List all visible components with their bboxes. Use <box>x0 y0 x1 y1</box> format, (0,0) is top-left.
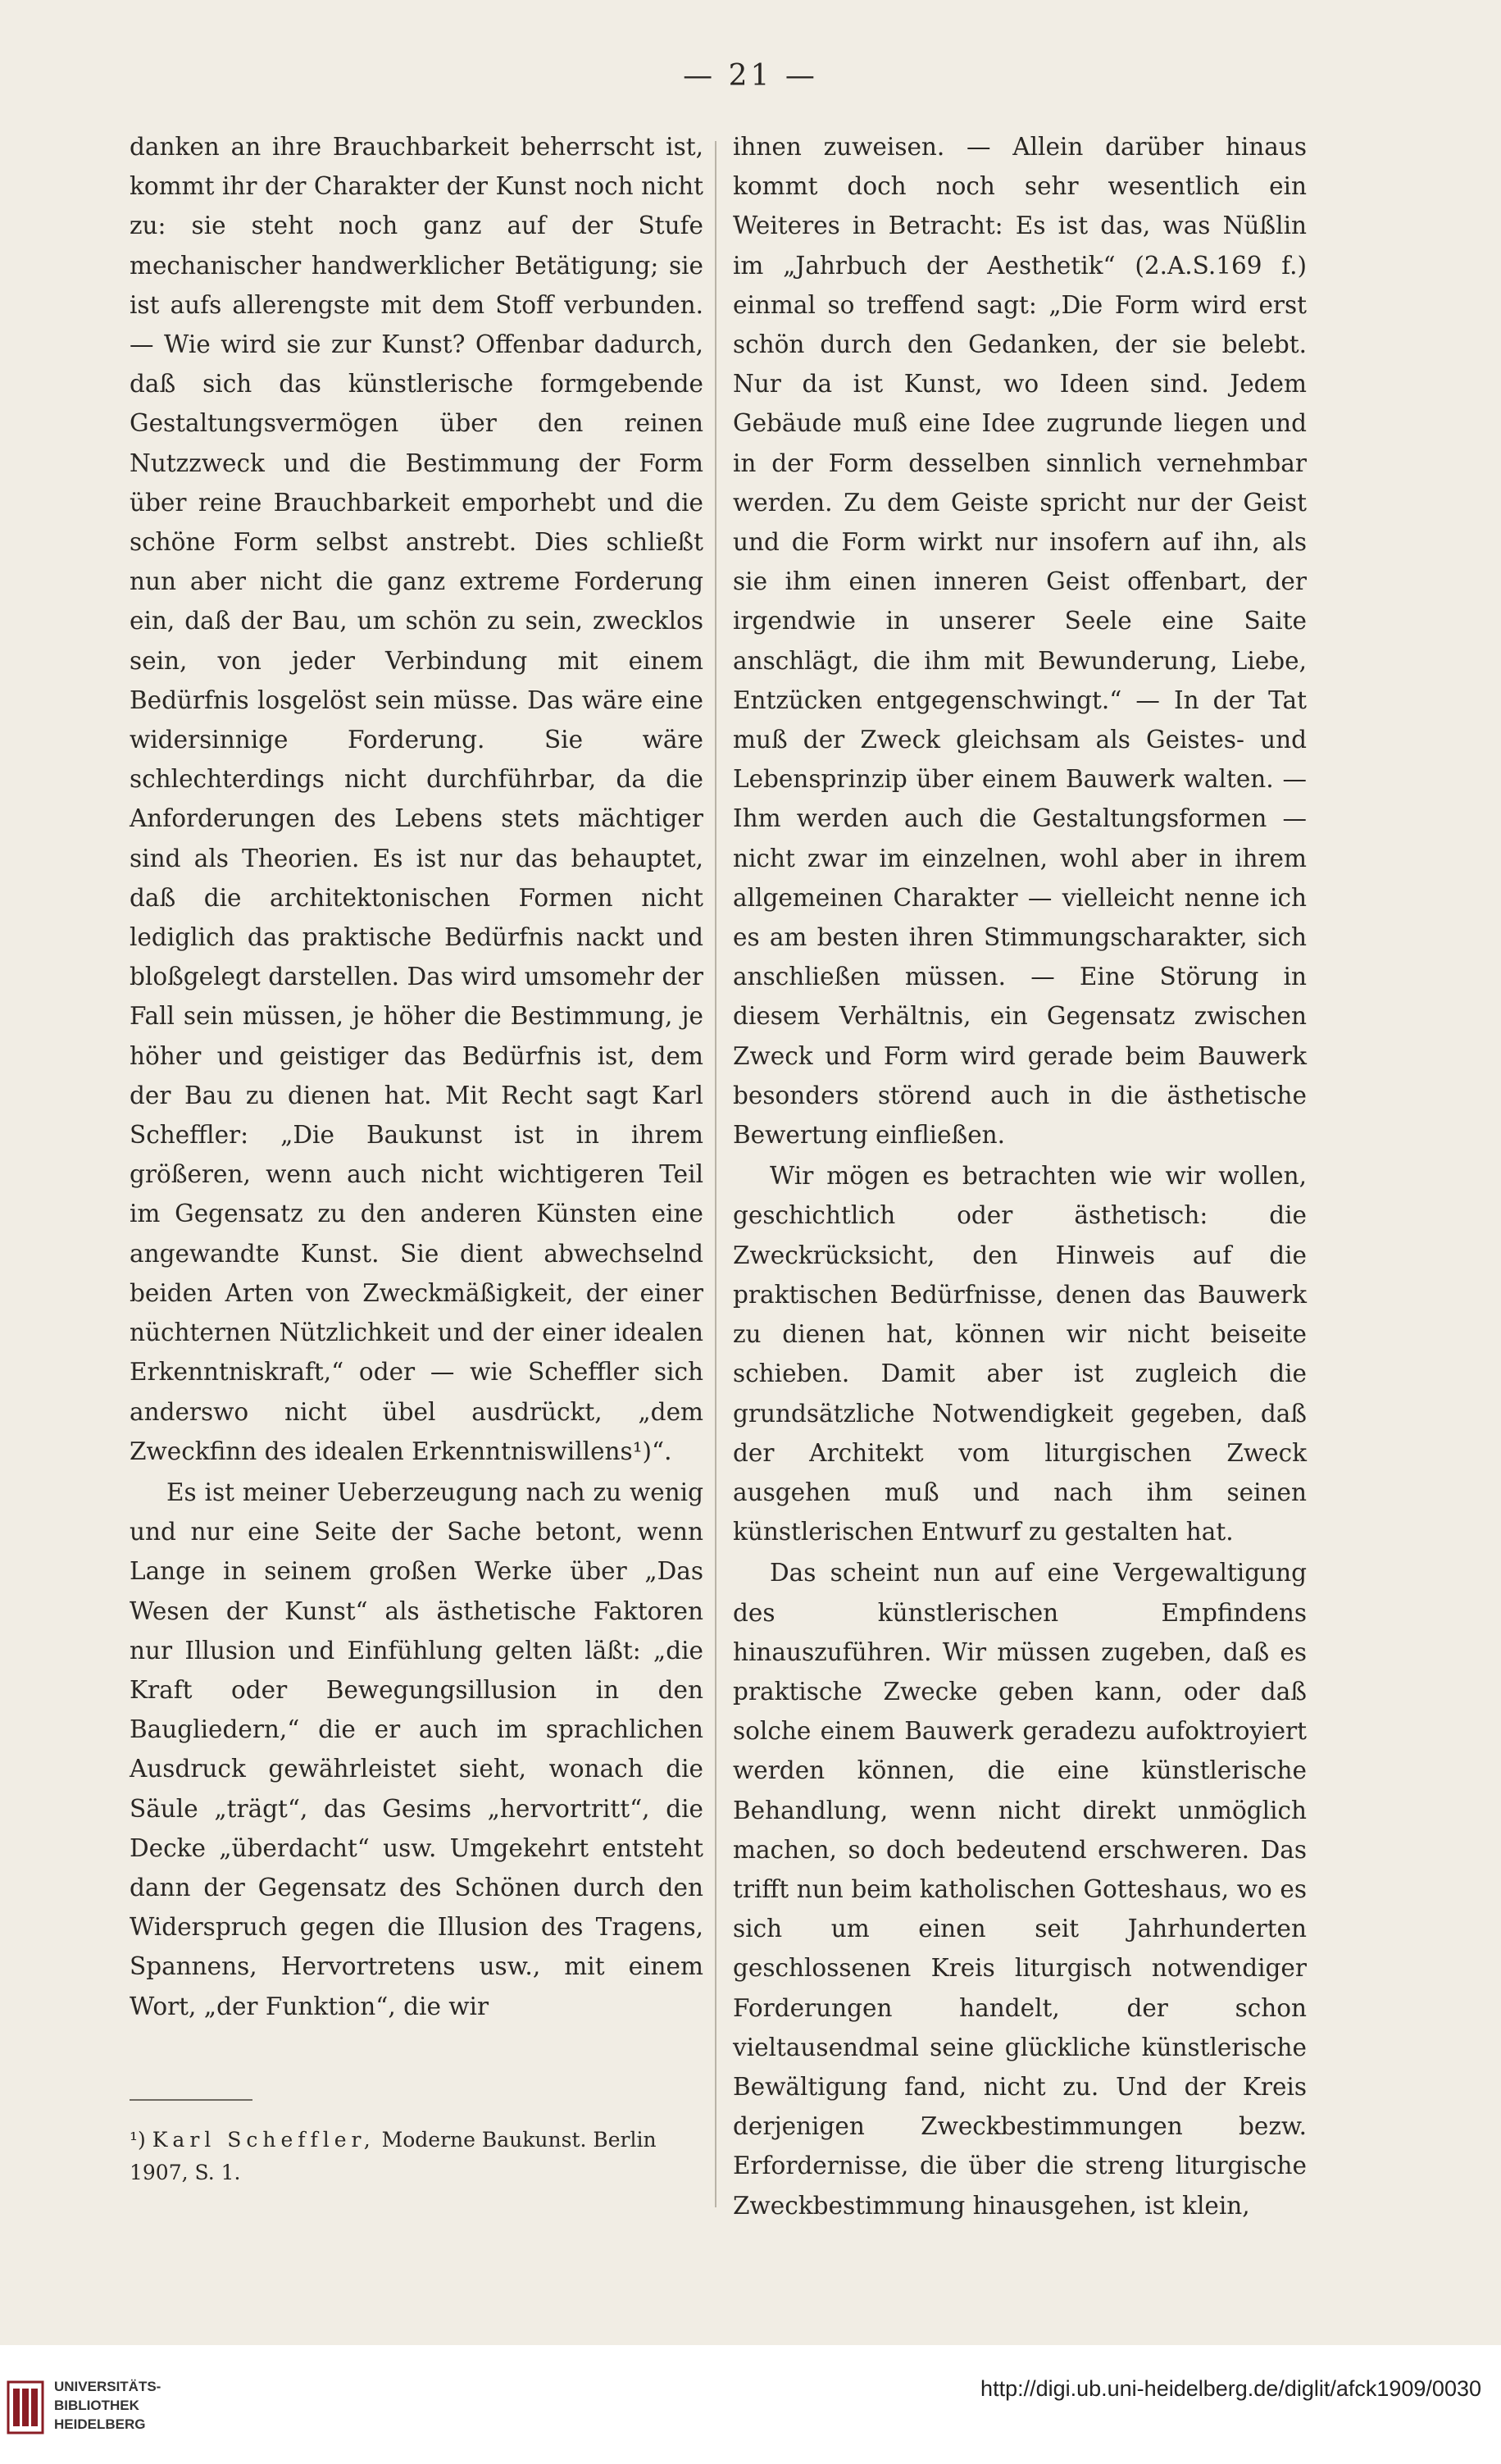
left-column <box>130 127 703 2026</box>
footnote-text: Moderne Baukunst. Berlin 1907, S. 1. <box>130 2128 657 2184</box>
footnote-author: Karl Scheffler, <box>152 2128 375 2152</box>
library-emblem-icon <box>5 2379 46 2436</box>
left-paragraph-2: Es ist meiner Ueberzeugung nach zu wenig und nur eine Seite der Sache betont, wenn Lange in seinem großen Werke über „Das Wesen der Kunst“ als ästhetische Faktoren nur Illusion und Einfühlung gelten läßt: „die Kraft oder Bewegungsillusion in den Baugliedern,“ die er auch im sprachlichen Ausdruck gewährleistet sieht, wonach die Säule „trägt“, das Gesims „hervortritt“, die Decke „überdacht“ usw. Umgekehrt entsteht dann der Gegensatz des Schönen durch den Widerspruch gegen die Illusion des Tragens, Spannens, Hervortretens usw., mit einem Wort, „der Funktion“, die wir <box>130 1478 703 2020</box>
footnote-marker: ¹) <box>130 2128 146 2152</box>
footnote <box>130 2124 703 2189</box>
source-url[interactable]: http://digi.ub.uni-heidelberg.de/diglit/afck1909/0030 <box>980 2376 1481 2401</box>
column-divider <box>715 141 716 2207</box>
library-name <box>54 2377 185 2434</box>
right-column <box>733 127 1307 2225</box>
library-name-line-3: HEIDELBERG <box>54 2416 146 2432</box>
page-number: — 21 — <box>683 59 818 93</box>
right-paragraph-2: Wir mögen es betrachten wie wir wollen, geschichtlich oder ästhetisch: die Zweckrücksicht, den Hinweis auf die praktischen Bedürfnisse, denen das Bauwerk zu dienen hat, können wir nicht beiseite schieben. Damit aber ist zugleich die grundsätzliche Notwendigkeit gegeben, daß der Architekt vom liturgischen Zweck ausgehen muß und nach ihm seinen künstlerischen Entwurf zu gestalten hat. <box>733 1162 1307 1546</box>
right-paragraph-1: ihnen zuweisen. — Allein darüber hinaus kommt doch noch sehr wesentlich ein Weiteres in Betracht: Es ist das, was Nüßlin im „Jahrbuch der Aesthetik“ (2.A.S.169 f.) einmal so treffend sagt: „Die Form wird erst schön durch den Gedanken, der sie belebt. Nur da ist Kunst, wo Ideen sind. Jedem Gebäude muß eine Idee zugrunde liegen und in der Form desselben sinnlich vernehmbar werden. Zu dem Geiste spricht nur der Geist und die Form wirkt nur insofern auf ihn, als sie ihm einen inneren Geist offenbart, der irgendwie in unserer Seele eine Saite anschlägt, die ihm mit Bewunderung, Liebe, Entzücken entgegenschwingt.“ — In der Tat muß der Zweck gleichsam als Geistes- und Lebensprinzip über einem Bauwerk walten. — Ihm werden auch die Gestaltungsformen — nicht zwar im einzelnen, wohl aber in ihrem allgemeinen Charakter — vielleicht nenne ich es am besten ihren Stimmungscharakter, sich anschließen müssen. — Eine Störung in diesem Verhältnis, ein Gegensatz zwischen Zweck und Form wird gerade beim Bauwerk besonders störend auch in die ästhetische Bewertung einfließen. <box>733 133 1307 1150</box>
library-name-line-2: BIBLIOTHEK <box>54 2398 139 2413</box>
footer-bar <box>0 2345 1501 2464</box>
library-name-line-1: UNIVERSITÄTS- <box>54 2379 161 2394</box>
left-paragraph-1: danken an ihre Brauchbarkeit beherrscht ist, kommt ihr der Charakter der Kunst noch nicht zu: sie steht noch ganz auf der Stufe mechanischer handwerklicher Betätigung; sie ist aufs allerengste mit dem Stoff verbunden. — Wie wird sie zur Kunst? Offenbar dadurch, daß sich das künstlerische formgebende Gestaltungsvermögen über den reinen Nutzzweck und die Bestimmung der Form über reine Brauchbarkeit emporhebt und die schöne Form selbst anstrebt. Dies schließt nun aber nicht die ganz extreme Forderung ein, daß der Bau, um schön zu sein, zwecklos sein, von jeder Verbindung mit einem Bedürfnis losgelöst sein müsse. Das wäre eine widersinnige Forderung. Sie wäre schlechterdings nicht durchführbar, da die Anforderungen des Lebens stets mächtiger sind als Theorien. Es ist nur das behauptet, daß die architektonischen Formen nicht lediglich das praktische Bedürfnis nackt und bloßgelegt darstellen. Das wird umsomehr der Fall sein müssen, je höher die Bestimmung, je höher und geistiger das Bedürfnis ist, dem der Bau zu dienen hat. Mit Recht sagt Karl Scheffler: „Die Baukunst ist in ihrem größeren, wenn auch nicht wichtigeren Teil im Gegensatz zu den anderen Künsten eine angewandte Kunst. Sie dient abwechselnd beiden Arten von Zweckmäßigkeit, der einer nüchternen Nützlichkeit und der einer idealen Erkenntniskraft,“ oder — wie Scheffler sich anderswo nicht übel ausdrückt, „dem Zweckfinn des idealen Erkenntniswillens¹)“. <box>130 133 703 1465</box>
footnote-rule <box>130 2099 252 2101</box>
right-paragraph-3: Das scheint nun auf eine Vergewaltigung des künstlerischen Empfindens hinauszuführen. Wir müssen zugeben, daß es praktische Zwecke geben kann, oder daß solche einem Bauwerk geradezu aufoktroyiert werden können, die eine künstlerische Behandlung, wenn nicht direkt unmöglich machen, so doch bedeutend erschweren. Das trifft nun beim katholischen Gotteshaus, wo es sich um einen seit Jahrhunderten geschlossenen Kreis liturgisch notwendiger Forderungen handelt, der schon vieltausendmal seine glückliche künstlerische Bewältigung fand, nicht zu. Und der Kreis derjenigen Zweckbestimmungen bezw. Erfordernisse, die über die streng liturgische Zweckbestimmung hinausgehen, ist klein, <box>733 1559 1307 2220</box>
library-logo <box>5 2374 177 2448</box>
